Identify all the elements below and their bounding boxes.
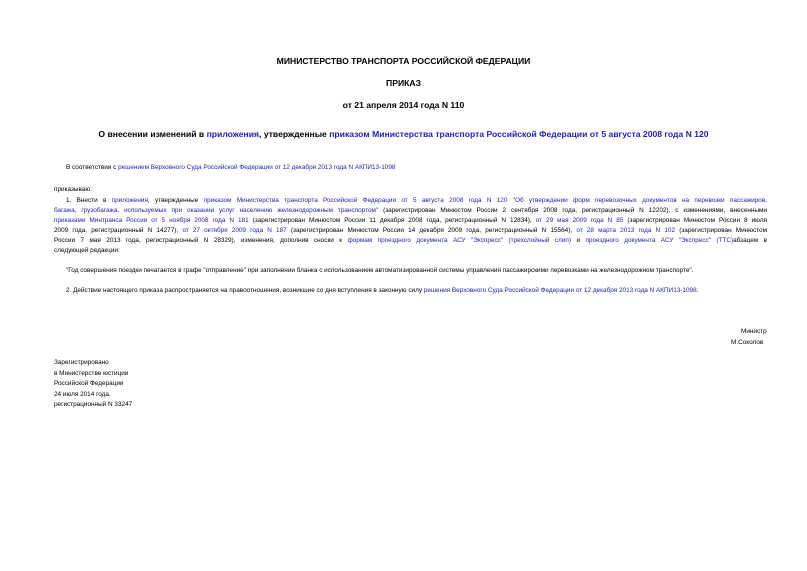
document-title — [0, 129, 807, 140]
document-type: ПРИКАЗ — [386, 78, 421, 88]
preamble-link-court-decision[interactable]: решением Верховного Суда Российской Федерации от 12 декабря 2013 года N АКПИ13-1098 — [118, 164, 396, 171]
item1-link-order-120[interactable]: приказом Министерства транспорта Российской Федерации от 5 августа 2008 года N 120 "Об утверждении форм перевозочных документов на перевозки пассажиров, — [203, 197, 767, 204]
item1-link-appendices[interactable]: приложения — [111, 197, 148, 204]
item2-text: 2. Действие настоящего приказа распространяется на правоотношения, возникшие со дня вступления в законную силу — [66, 287, 424, 294]
item2-text: . — [696, 287, 699, 294]
document-date-number: от 21 апреля 2014 года N 110 — [342, 100, 465, 110]
ministry-heading: МИНИСТЕРСТВО ТРАНСПОРТА РОССИЙСКОЙ ФЕДЕРАЦИИ — [276, 56, 531, 66]
item1-line6: следующей редакции: — [54, 247, 120, 254]
item1-line3 — [54, 216, 767, 225]
registration-line: Российской Федерации — [54, 380, 124, 387]
item1-line5 — [54, 236, 767, 245]
title-link-appendices[interactable]: приложения — [206, 129, 260, 139]
signature-name: М.Соколов — [731, 339, 764, 346]
item1-link-order-181[interactable]: приказами Минтранса России от 5 ноября 2008 года N 181 — [54, 217, 249, 224]
item1-text: , утвержденные — [147, 197, 204, 204]
item1-link-order-120-cont[interactable]: багажа, грузобагажа, используемых при оказании услуг населению железнодорожным транспортом" — [54, 207, 379, 214]
signature-position: Министр — [741, 328, 767, 335]
item1-text: и — [571, 237, 586, 244]
item1-link-order-85[interactable]: от 29 мая 2009 года N 85 — [535, 217, 624, 224]
item1-link-order-187[interactable]: от 27 октября 2009 года N 187 — [182, 227, 287, 234]
item1-line1 — [66, 196, 767, 205]
registration-line: регистрационный N 33247 — [54, 401, 133, 408]
preamble — [66, 163, 395, 172]
item1-text: России 7 мая 2013 года, регистрационный N 28329), изменения, дополнив сноски к — [54, 237, 348, 244]
item1-text: (зарегистрирован Минюстом России 11 декабря 2008 года, регистрационный N 12834), — [248, 217, 536, 224]
item1-text: (зарегистрирован Минюстом — [675, 227, 767, 234]
title-text-1: О внесении изменений в — [98, 129, 207, 139]
item1-link-order-102[interactable]: от 28 марта 2013 года N 102 — [576, 227, 676, 234]
item1-link-slip-form[interactable]: формам проездного документа АСУ "Экспресс" (трехслойный слип) — [347, 237, 572, 244]
order-word: приказываю: — [54, 186, 92, 193]
item1-text: 1. Внести в — [66, 197, 112, 204]
preamble-text: В соответствии с — [66, 164, 119, 171]
item1-text: абзацем в — [733, 237, 767, 244]
registration-line: в Министерстве юстиции — [54, 370, 129, 377]
quoted-paragraph: "Год совершения поездки печатается в графе "отправление" при заполнении бланка с использованием автоматизированной системы управления пассажирскими перевозками на железнодорожном транспорте". — [66, 267, 694, 274]
title-text-2: , утвержденные — [259, 129, 330, 139]
item1-text: 2009 года, регистрационный N 14277), — [54, 227, 183, 234]
item1-link-tts-form[interactable]: проездного документа АСУ "Экспресс" (ТТС) — [585, 237, 734, 244]
item1-line2 — [54, 206, 767, 215]
item2 — [66, 286, 698, 295]
title-link-order-120[interactable]: приказом Министерства транспорта Российской Федерации от 5 августа 2008 года N 120 — [329, 129, 709, 139]
item1-line4 — [54, 226, 767, 235]
item1-text: (зарегистрирован Минюстом России 8 июля — [623, 217, 768, 224]
item2-link-court-decision[interactable]: решения Верховного Суда Российской Федерации от 12 декабря 2013 года N АКПИ13-1098 — [423, 287, 697, 294]
item1-text: (зарегистрирован Минюстом России 2 сентября 2008 года, регистрационный N 12202), с изменениями, внесенными — [378, 207, 767, 214]
item1-text: (зарегистрирован Минюстом России 14 декабря 2009 года, регистрационный N 15564), — [286, 227, 577, 234]
registration-line: 24 июля 2014 года, — [54, 391, 111, 398]
registration-line: Зарегистрировано — [54, 359, 109, 366]
